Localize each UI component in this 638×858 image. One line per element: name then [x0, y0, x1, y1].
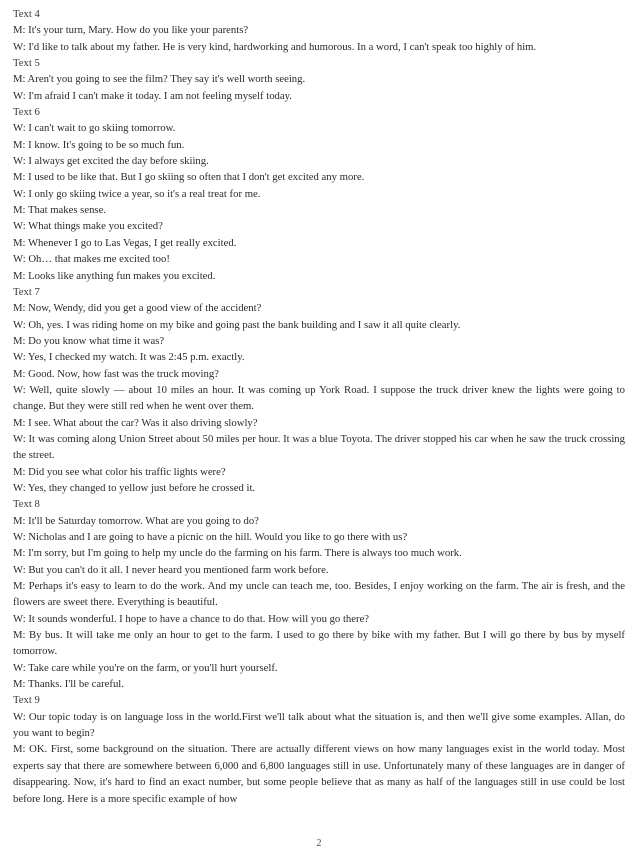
dialogue-line: W: I'm afraid I can't make it today. I am not feeling myself today. [13, 89, 292, 102]
section-heading: Text 6 [13, 106, 40, 119]
dialogue-line: M: I'm sorry, but I'm going to help my uncle do the farming on his farm. There is always too much work. [13, 547, 462, 560]
dialogue-line: W: Take care while you're on the farm, or you'll hurt yourself. [13, 661, 278, 674]
dialogue-line: W: Well, quite slowly — about 10 miles an hour. It was coming up York Road. I suppose the truck driver knew the lights were going to change. But they were still red when he went over them. [13, 383, 625, 413]
dialogue-line: M: Did you see what color his traffic lights were? [13, 465, 226, 478]
dialogue-line: M: Good. Now, how fast was the truck moving? [13, 367, 219, 380]
dialogue-line: M: Now, Wendy, did you get a good view of the accident? [13, 302, 262, 315]
dialogue-line: W: Nicholas and I are going to have a picnic on the hill. Would you like to go there with us? [13, 531, 408, 543]
section-heading: Text 4 [13, 8, 40, 20]
dialogue-line: W: Yes, I checked my watch. It was 2:45 p.m. exactly. [13, 351, 245, 364]
dialogue-line: M: I see. What about the car? Was it also driving slowly? [13, 416, 258, 429]
section-heading: Text 7 [13, 285, 40, 298]
dialogue-line: M: It's your turn, Mary. How do you like your parents? [13, 24, 249, 37]
dialogue-line: M: It'll be Saturday tomorrow. What are you going to do? [13, 514, 259, 527]
transcript-text [13, 6, 625, 807]
dialogue-line: M: OK. First, some background on the situation. There are actually different views on how many languages exist in the world today. Most experts say that there are somewhere between 6,000 and 6,800 languages still in use. Unfortunately many of these languages are in danger of disappearing. Now, it's hard to find an exact number, but some people believe that as many as half of the languages still in use could be lost before long. Here is a more specific example of how [13, 743, 625, 805]
dialogue-line: W: I only go skiing twice a year, so it's a real treat for me. [13, 187, 261, 200]
dialogue-line: M: Aren't you going to see the film? They say it's well worth seeing. [13, 73, 306, 86]
dialogue-line: M: I know. It's going to be so much fun. [13, 138, 185, 151]
section-heading: Text 8 [13, 498, 40, 511]
section-heading: Text 9 [13, 694, 40, 707]
dialogue-line: M: Whenever I go to Las Vegas, I get really excited. [13, 236, 237, 249]
dialogue-line: W: I can't wait to go skiing tomorrow. [13, 122, 176, 135]
page-number: 2 [316, 838, 322, 849]
dialogue-line: M: I used to be like that. But I go skiing so often that I don't get excited any more. [13, 171, 365, 184]
dialogue-line: W: It sounds wonderful. I hope to have a chance to do that. How will you go there? [13, 612, 370, 625]
dialogue-line: M: By bus. It will take me only an hour to get to the farm. I used to go there by bike with my father. But I will go there by bus by myself tomorrow. [13, 629, 625, 658]
dialogue-line: M: That makes sense. [13, 204, 107, 217]
dialogue-line: W: Yes, they changed to yellow just before he crossed it. [13, 481, 256, 494]
dialogue-line: W: Our topic today is on language loss in the world.First we'll talk about what the situation is, and then we'll give some examples. Allan, do you want to begin? [13, 710, 625, 740]
dialogue-line: W: Oh, yes. I was riding home on my bike and going past the bank building and I saw it all quite clearly. [13, 318, 461, 331]
dialogue-line: W: Oh… that makes me excited too! [13, 253, 170, 266]
dialogue-line: M: Do you know what time it was? [13, 334, 165, 347]
dialogue-line: M: Thanks. I'll be careful. [13, 678, 124, 691]
dialogue-line: W: I always get excited the day before skiing. [13, 155, 209, 168]
dialogue-line: M: Looks like anything fun makes you excited. [13, 269, 216, 282]
dialogue-line: M: Perhaps it's easy to learn to do the work. And my uncle can teach me, too. Besides, I enjoy working on the farm. The air is fresh, and the flowers are sweet there. Everything is beautiful. [13, 580, 625, 609]
dialogue-line: W: What things make you excited? [13, 220, 163, 233]
dialogue-line: W: It was coming along Union Street about 50 miles per hour. It was a blue Toyota. The driver stopped his car when he saw the truck crossing the street. [13, 432, 625, 462]
dialogue-line: W: But you can't do it all. I never heard you mentioned farm work before. [13, 563, 329, 576]
section-heading: Text 5 [13, 57, 40, 70]
dialogue-line: W: I'd like to talk about my father. He is very kind, hardworking and humorous. In a word, I can't speak too highly of him. [13, 40, 537, 53]
